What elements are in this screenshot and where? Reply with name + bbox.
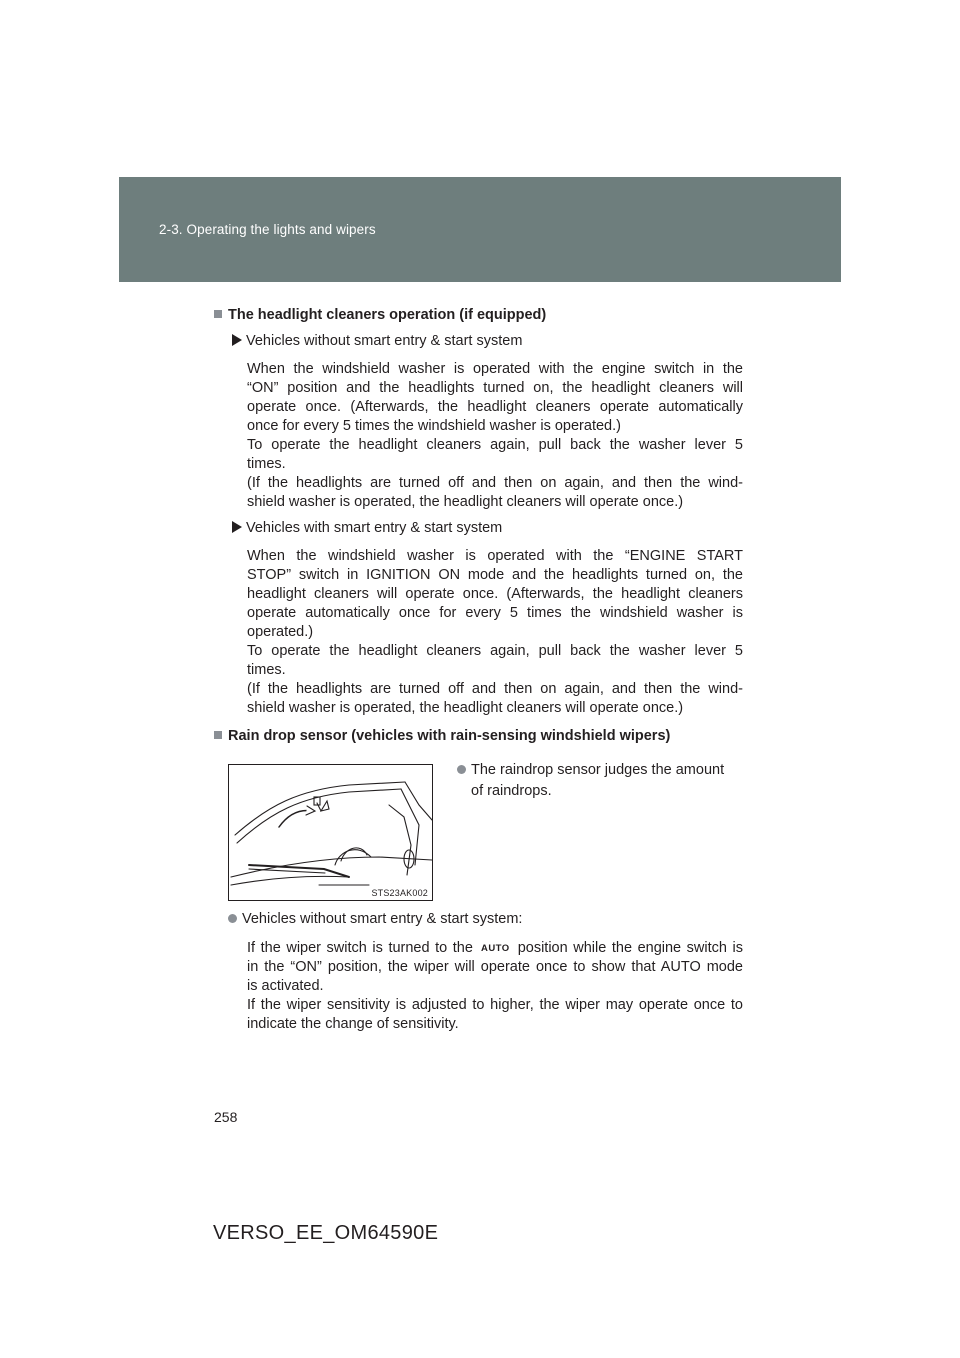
auto-mode-paragraph: If the wiper switch is turned to the AUTO position while the engine switch is in the “ON” position, the wiper will operate once to show that AUTO mode is activated. If the wiper sensitivity is adjusted to higher, the wiper may operate once to indicate the change of sensitivity. (247, 940, 744, 1032)
square-bullet-icon (214, 731, 222, 739)
square-bullet-icon (214, 310, 222, 318)
variant-label-with-smart-entry: Vehicles with smart entry & start system (232, 520, 502, 536)
section-heading-headlight-cleaners: The headlight cleaners operation (if equipped) (214, 307, 546, 323)
windshield-rain-sensor-drawing (229, 765, 432, 900)
variant2-paragraph: When the windshield washer is operated with the “ENGINE START STOP” switch in IGNITION ON mode and the headlights turned on, the headlight cleaners will operate once. (Afterwards, the headlight cleaners operate automatically once for every 5 times the windshield washer is operated.) To operate the headlight cleaners again, pull back the washer lever 5 times. (If the headlights are turned off and then on again, and then the wind- shield washer is operated, the headlight cleaners will operate once.) (247, 548, 743, 716)
section-heading-rain-drop-sensor: Rain drop sensor (vehicles with rain-sensing windshield wipers) (214, 728, 670, 744)
triangle-bullet-icon (232, 334, 242, 346)
document-code: VERSO_EE_OM64590E (213, 1222, 439, 1244)
circle-bullet-icon (228, 914, 237, 923)
auto-switch-icon: AUTO (480, 943, 510, 954)
bullet-raindrop-sensor: The raindrop sensor judges the amount of raindrops. (457, 760, 724, 802)
section-title: 2-3. Operating the lights and wipers (159, 222, 376, 237)
header-band (119, 177, 841, 282)
triangle-bullet-icon (232, 521, 242, 533)
variant-label-without-smart-entry: Vehicles without smart entry & start system (232, 333, 522, 349)
variant1-paragraph: When the windshield washer is operated with the engine switch in the “ON” position and the headlights turned on, the headlight cleaners will operate once. (Afterwards, the headlight cleaners operate automatically once for every 5 times the windshield washer is operated.) To operate the headlight cleaners again, pull back the washer lever 5 times. (If the headlights are turned off and then on again, and then the wind- shield washer is operated, the headlight cleaners will operate once.) (247, 361, 743, 510)
figure-code: STS23AK002 (371, 888, 428, 898)
page-number: 258 (214, 1109, 238, 1125)
bullet-without-smart-entry: Vehicles without smart entry & start system: (228, 909, 522, 930)
windshield-illustration (228, 764, 433, 901)
circle-bullet-icon (457, 765, 466, 774)
